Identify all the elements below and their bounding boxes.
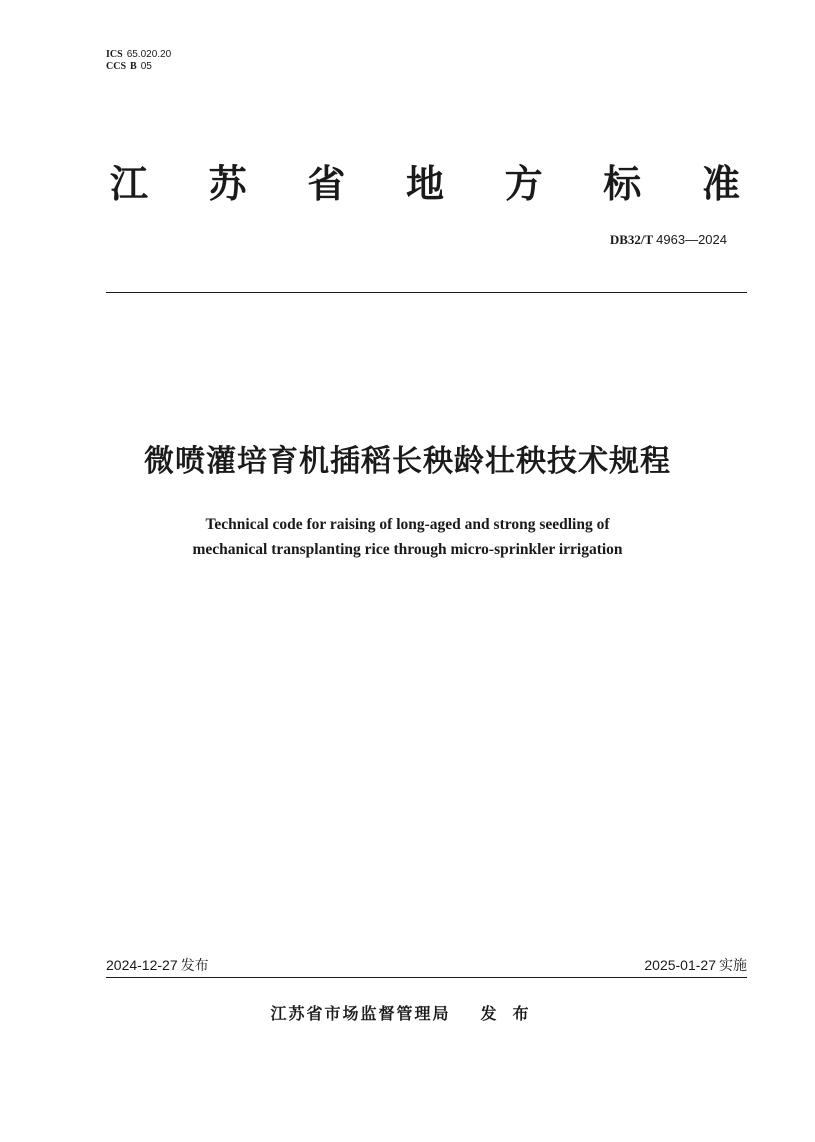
standard-title-char: 江 [110, 162, 149, 206]
classification-codes [106, 49, 171, 73]
ccs-label: CCS [106, 61, 127, 72]
ics-code: 65.020.20 [126, 49, 172, 60]
ics-label: ICS [106, 49, 123, 60]
document-title-cn: 微喷灌培育机插稻长秧龄壮秧技术规程 [144, 444, 671, 479]
standard-number-value: 4963—2024 [656, 232, 727, 247]
publisher-name: 江苏省市场监督管理局 [270, 1004, 451, 1023]
standard-number [610, 232, 727, 248]
ccs-code: 05 [140, 61, 152, 72]
ccs-row [106, 61, 171, 73]
standard-title-char: 省 [307, 162, 346, 206]
standard-number-prefix: DB32/T [609, 232, 654, 247]
standard-title-char: 地 [405, 162, 444, 206]
issue-date-block [106, 955, 209, 975]
implement-label: 实施 [719, 958, 747, 974]
implement-date: 2025-01-27 [644, 957, 716, 973]
standard-type-title [110, 158, 740, 210]
document-title-en-line: mechanical transplanting rice through micro-sprinkler irrigation [192, 541, 623, 558]
ics-row [106, 49, 171, 61]
publisher-verb: 发布 [480, 1004, 545, 1023]
standard-title-char: 苏 [208, 162, 247, 206]
document-title-en-line: Technical code for raising of long-aged and strong seedling of [205, 516, 610, 533]
document-title-en [0, 512, 815, 562]
standard-title-char: 方 [504, 162, 543, 206]
standard-title-char: 准 [701, 162, 740, 206]
implement-date-block [644, 955, 747, 975]
issue-date: 2024-12-27 [106, 957, 178, 973]
footer-divider [106, 977, 747, 978]
header-divider [106, 292, 747, 293]
ccs-letter: B [130, 61, 137, 72]
standard-title-char: 标 [603, 162, 642, 206]
publisher-line [0, 1001, 815, 1024]
issue-label: 发布 [180, 958, 209, 974]
